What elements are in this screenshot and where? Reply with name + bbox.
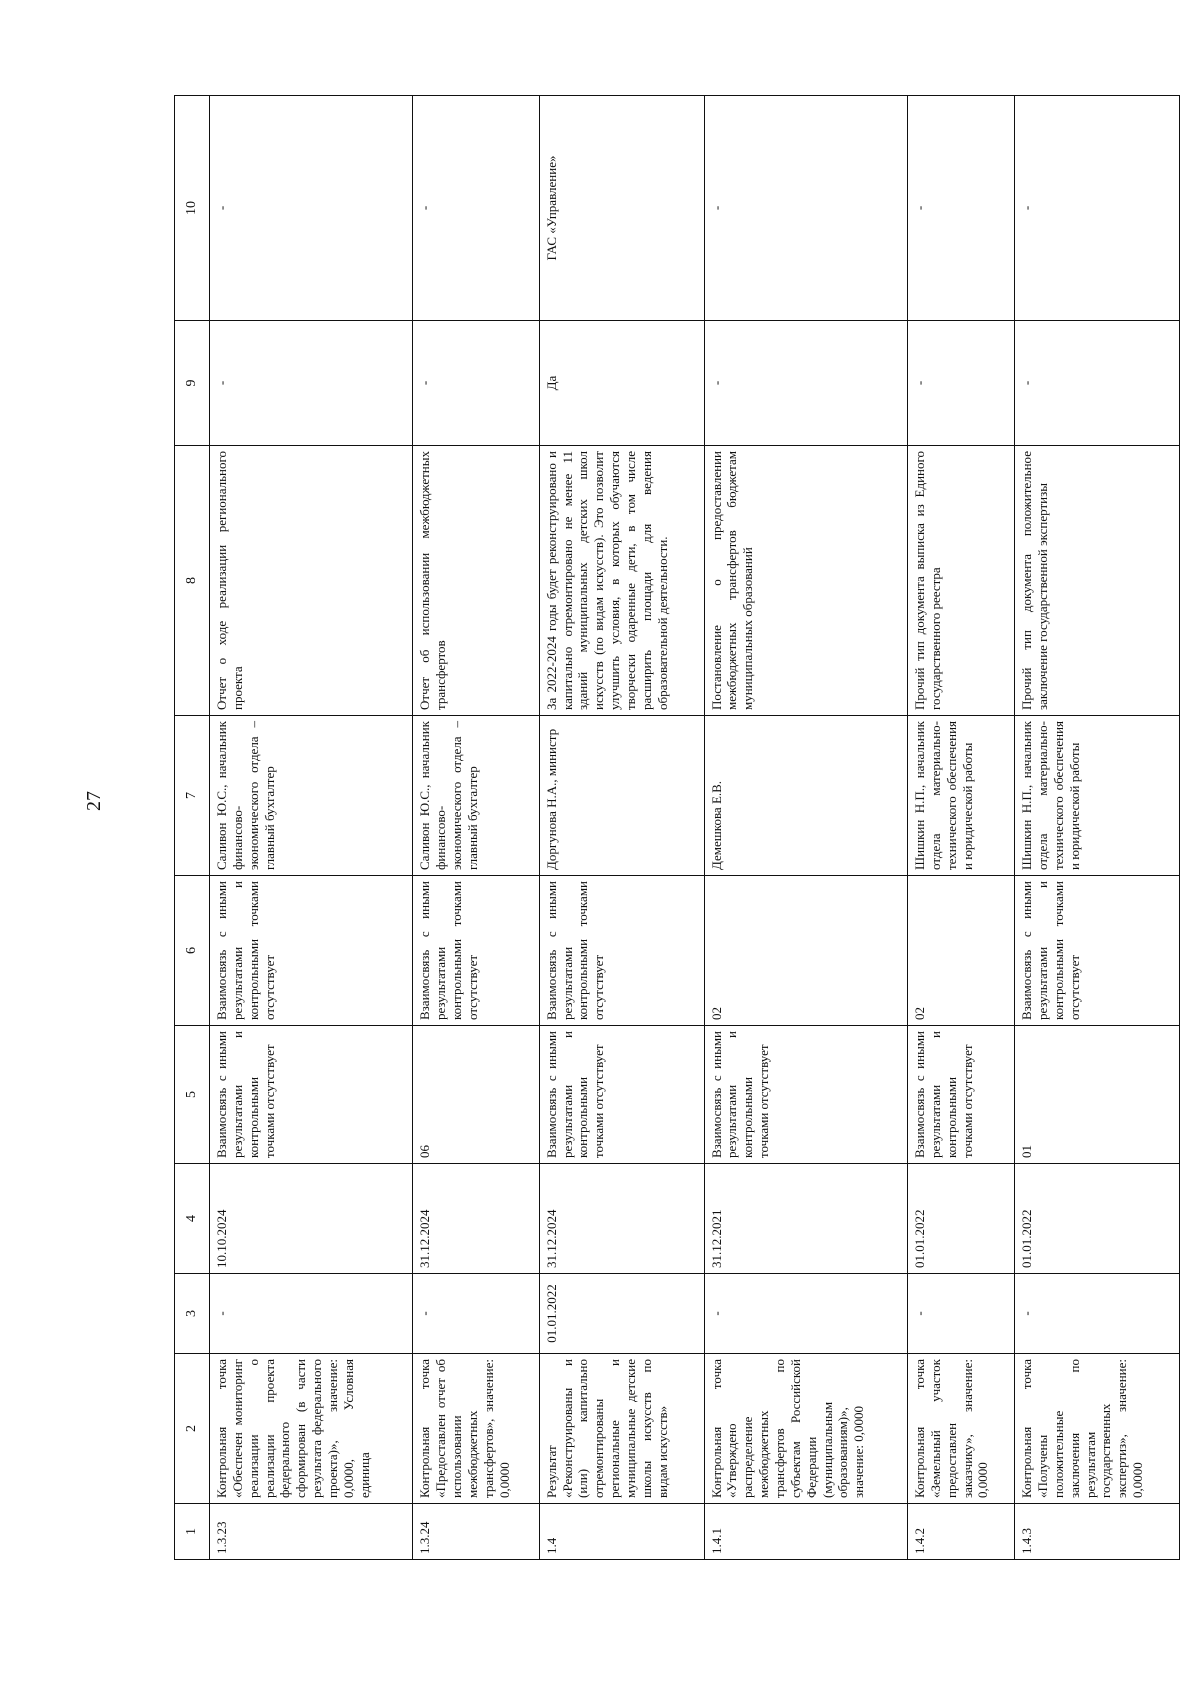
control-points-table [174,95,1180,1560]
table-row [413,96,539,1560]
header-cell: 8 [175,446,210,716]
row-document: Отчет о ходе реализации регионального проекта [210,446,413,716]
row-number: 1.3.23 [210,1504,413,1560]
rotated-table-frame [174,96,1180,1560]
row-end-date: 01.01.2022 [907,1164,1014,1274]
row-name: Контрольная точка «Утверждено распределение межбюджетных трансфертов по субъектам Российской Федерации (муниципальным образованиям)», значение: 0,0000 [704,1354,907,1504]
page-number: 27 [83,791,105,811]
row-end-date: 10.10.2024 [210,1164,413,1274]
row-successor: 02 [907,876,1014,1026]
table-container [174,96,1180,1560]
row-end-date: 31.12.2021 [704,1164,907,1274]
row-name: Контрольная точка «Земельный участок предоставлен заказчику», значение: 0,0000 [907,1354,1014,1504]
row-predecessor: 01 [1015,1026,1180,1164]
row-number: 1.4.1 [704,1504,907,1560]
row-name: Контрольная точка «Предоставлен отчет об использовании межбюджетных трансфертов», значение: 0,0000 [413,1354,539,1504]
row-start-date: - [704,1274,907,1354]
table-header-row [175,96,210,1560]
row-col10: - [413,96,539,321]
row-col9: - [704,321,907,446]
row-col9: - [1015,321,1180,446]
row-responsible: Демешкова Е.В. [704,716,907,876]
row-predecessor: Взаимосвязь с иными результатами и контрольными точками отсутствует [539,1026,704,1164]
row-end-date: 31.12.2024 [413,1164,539,1274]
row-responsible: Шишкин Н.П., начальник отдела материально-технического обеспечения и юридической работы [1015,716,1180,876]
table-row [210,96,413,1560]
row-number: 1.3.24 [413,1504,539,1560]
row-col10: - [210,96,413,321]
row-document: Отчет об использовании межбюджетных трансфертов [413,446,539,716]
row-col10: ГАС «Управление» [539,96,704,321]
header-cell: 7 [175,716,210,876]
row-successor: Взаимосвязь с иными результатами и контрольными точками отсутствует [210,876,413,1026]
row-name: Контрольная точка «Обеспечен мониторинг реализации о реализации проекта федерального сформирован (в части результата федерального проекта)», значение: 0,0000, Условная единица [210,1354,413,1504]
row-start-date: - [210,1274,413,1354]
row-col10: - [704,96,907,321]
row-col9: - [413,321,539,446]
row-document: За 2022-2024 годы будет реконструировано и капитально отремонтировано не менее 11 зданий муниципальных детских школ искусств (по видам искусств). Это позволит улучшить условия, в которых обучаются творчески одаренные дети, в том числе расширить площади для ведения образовательной деятельности. [539,446,704,716]
row-end-date: 31.12.2024 [539,1164,704,1274]
row-col10: - [1015,96,1180,321]
row-start-date: - [1015,1274,1180,1354]
header-cell: 2 [175,1354,210,1504]
header-cell: 4 [175,1164,210,1274]
row-end-date: 01.01.2022 [1015,1164,1180,1274]
row-col9: - [210,321,413,446]
row-responsible: Саливон Ю.С., начальник финансово-экономического отдела – главный бухгалтер [413,716,539,876]
row-name: Контрольная точка «Получены положительные заключения по результатам государственных экспертиз», значение: 0,0000 [1015,1354,1180,1504]
table-row [539,96,704,1560]
header-cell: 10 [175,96,210,321]
header-cell: 6 [175,876,210,1026]
row-responsible: Доргунова Н.А., министр [539,716,704,876]
row-successor: Взаимосвязь с иными результатами контрольными точками отсутствует [413,876,539,1026]
row-start-date: - [413,1274,539,1354]
row-successor: Взаимосвязь с иными результатами и контрольными точками отсутствует [1015,876,1180,1026]
row-predecessor: Взаимосвязь с иными результатами и контрольными точками отсутствует [907,1026,1014,1164]
row-responsible: Шишкин Н.П., начальник отдела материально-технического обеспечения и юридической работы [907,716,1014,876]
row-document: Постановление о предоставлении межбюджетных трансфертов бюджетам муниципальных образований [704,446,907,716]
row-start-date: 01.01.2022 [539,1274,704,1354]
row-document: Прочий тип документа положительное заключение государственной экспертизы [1015,446,1180,716]
header-cell: 9 [175,321,210,446]
row-col9: - [907,321,1014,446]
row-number: 1.4 [539,1504,704,1560]
row-successor: 02 [704,876,907,1026]
header-cell: 3 [175,1274,210,1354]
row-predecessor: 06 [413,1026,539,1164]
row-predecessor: Взаимосвязь с иными результатами и контрольными точками отсутствует [704,1026,907,1164]
row-successor: Взаимосвязь с иными результатами контрольными точками отсутствует [539,876,704,1026]
header-cell: 5 [175,1026,210,1164]
row-predecessor: Взаимосвязь с иными результатами и контрольными точками отсутствует [210,1026,413,1164]
row-document: Прочий тип документа выписка из Единого государственного реестра [907,446,1014,716]
row-start-date: - [907,1274,1014,1354]
table-row [1015,96,1180,1560]
row-number: 1.4.3 [1015,1504,1180,1560]
row-responsible: Саливон Ю.С., начальник финансово-экономического отдела – главный бухгалтер [210,716,413,876]
row-number: 1.4.2 [907,1504,1014,1560]
table-row [704,96,907,1560]
table-row [907,96,1014,1560]
header-cell: 1 [175,1504,210,1560]
row-col10: - [907,96,1014,321]
row-name: Результат «Реконструированы и (или) капитально отремонтированы региональные и муниципальные детские школы искусств по видам искусств» [539,1354,704,1504]
row-col9: Да [539,321,704,446]
